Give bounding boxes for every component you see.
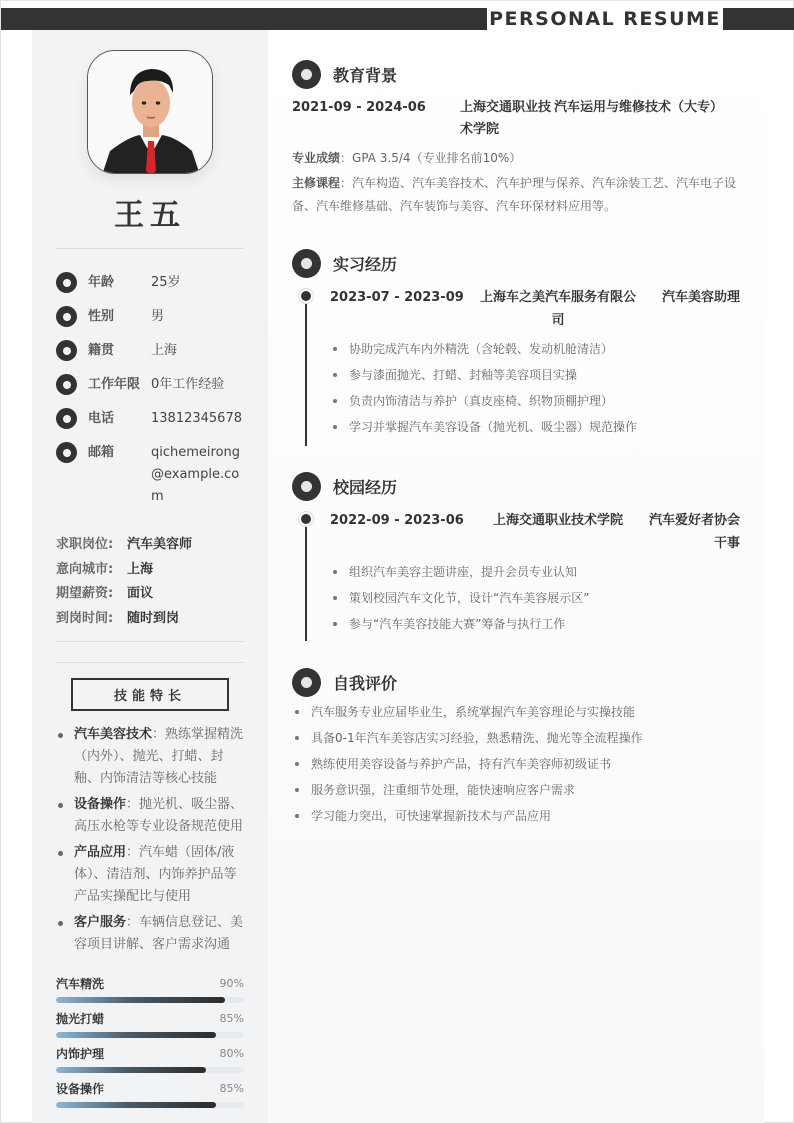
section-title: 自我评价 xyxy=(333,673,398,693)
divider xyxy=(56,248,244,249)
info-row-age xyxy=(56,272,246,294)
section-campus xyxy=(292,471,740,637)
progress-track xyxy=(56,997,244,1003)
skill-bars xyxy=(56,974,244,1114)
skills-title: 技能特长 xyxy=(71,678,229,711)
gpa-label: 专业成绩 xyxy=(292,151,341,165)
sidebar xyxy=(32,30,268,1123)
intent-label: 求职岗位: xyxy=(56,537,114,552)
section-ring-icon xyxy=(292,249,321,278)
education-major: 汽车运用与维修技术（大专） xyxy=(554,100,724,115)
bullet-item: 学习能力突出，可快速掌握新技术与产品应用 xyxy=(292,803,740,829)
skills-list xyxy=(56,724,246,960)
info-value: 0年工作经验 xyxy=(151,377,225,392)
intent-value: 面议 xyxy=(127,586,154,601)
skill-desc: ：熟练掌握精洗（内外）、抛光、打蜡、封釉、内饰清洁等核心技能 xyxy=(74,727,244,786)
info-label: 电话 xyxy=(88,411,115,426)
avatar-portrait-icon xyxy=(88,51,213,174)
bullet-item: 学习并掌握汽车美容设备（抛光机、吸尘器）规范操作 xyxy=(330,414,740,440)
campus-date: 2022-09 - 2023-06 xyxy=(330,513,464,528)
education-school: 上海交通职业技术学院 xyxy=(460,100,552,137)
progress-fill xyxy=(56,997,225,1003)
bullet-item: 熟练使用美容设备与养护产品，持有汽车美容师初级证书 xyxy=(292,751,740,777)
info-label: 工作年限 xyxy=(88,377,141,392)
timeline xyxy=(292,509,740,637)
intent-value: 汽车美容师 xyxy=(127,537,193,552)
skill-bar-percent: 85% xyxy=(219,1081,244,1095)
info-value: 男 xyxy=(151,309,165,324)
ring-bullet-icon xyxy=(56,306,77,327)
bullet-item: 服务意识强，注重细节处理，能快速响应客户需求 xyxy=(292,777,740,803)
job-intent xyxy=(56,533,246,631)
skill-item xyxy=(56,724,246,790)
bullet-item: 负责内饰清洁与养护（真皮座椅、织物顶棚护理） xyxy=(330,388,740,414)
gpa xyxy=(292,147,740,170)
section-ring-icon xyxy=(292,668,321,697)
bullet-item: 策划校园汽车文化节，设计“汽车美容展示区” xyxy=(330,585,740,611)
skill-bar-name: 内饰护理 xyxy=(56,1046,105,1061)
section-title: 教育背景 xyxy=(333,65,398,85)
info-row-gender xyxy=(56,306,246,328)
timeline-line xyxy=(305,296,307,446)
info-label: 邮箱 xyxy=(88,445,115,460)
info-label: 性别 xyxy=(88,309,115,324)
progress-track xyxy=(56,1102,244,1108)
education-entry xyxy=(292,97,740,141)
section-education xyxy=(292,59,740,218)
progress-fill xyxy=(56,1102,216,1108)
internship-role: 汽车美容助理 xyxy=(661,290,740,305)
section-ring-icon xyxy=(292,472,321,501)
internship-date: 2023-07 - 2023-09 xyxy=(330,290,464,305)
skill-bar xyxy=(56,974,244,1003)
ring-bullet-icon xyxy=(56,272,77,293)
skill-bar xyxy=(56,1079,244,1108)
info-row-email xyxy=(56,442,246,508)
info-value: 上海 xyxy=(151,343,178,358)
resume-title: PERSONAL RESUME xyxy=(489,8,721,30)
skill-item xyxy=(56,912,246,956)
intent-row xyxy=(56,607,246,632)
bullet-item: 参与“汽车美容技能大赛”筹备与执行工作 xyxy=(330,611,740,637)
timeline-line xyxy=(305,519,307,641)
bullet-item: 汽车服务专业应届毕业生，系统掌握汽车美容理论与实操技能 xyxy=(292,699,740,725)
bullet-item: 参与漆面抛光、打蜡、封釉等美容项目实操 xyxy=(330,362,740,388)
section-ring-icon xyxy=(292,60,321,89)
email-value[interactable]: qichemeirong@example.com xyxy=(151,445,241,504)
timeline-head xyxy=(330,286,740,332)
skill-desc: ：车辆信息登记、美容项目讲解、客户需求沟通 xyxy=(74,915,244,952)
avatar xyxy=(87,50,213,174)
intent-label: 意向城市: xyxy=(56,561,114,577)
internship-org: 上海车之美汽车服务有限公司 xyxy=(479,290,636,328)
main-content xyxy=(268,30,764,1123)
skill-bar-name: 汽车精洗 xyxy=(56,976,105,991)
skill-desc: ：汽车蜡（固体/液体）、清洁剂、内饰养护品等产品实操配比与使用 xyxy=(74,845,237,904)
intent-row xyxy=(56,558,246,583)
progress-fill xyxy=(56,1067,206,1073)
ring-bullet-icon xyxy=(56,442,77,463)
progress-track xyxy=(56,1067,244,1073)
divider xyxy=(56,641,244,642)
info-value: 25岁 xyxy=(151,275,181,290)
internship-bullets xyxy=(330,336,740,440)
gpa-value: ：GPA 3.5/4（专业排名前10%） xyxy=(340,151,522,165)
divider xyxy=(56,662,244,663)
bullet-item: 具备0-1年汽车美容店实习经验，熟悉精洗、抛光等全流程操作 xyxy=(292,725,740,751)
skill-bar-percent: 85% xyxy=(219,1011,244,1025)
bullet-item: 协助完成汽车内外精洗（含轮毂、发动机舱清洁） xyxy=(330,336,740,362)
skill-bar-name: 抛光打蜡 xyxy=(56,1011,105,1026)
ring-bullet-icon xyxy=(56,374,77,395)
campus-bullets xyxy=(330,559,740,637)
skill-item xyxy=(56,794,246,838)
intent-value: 上海 xyxy=(127,561,154,577)
skill-bar-name: 设备操作 xyxy=(56,1081,105,1096)
ring-bullet-icon xyxy=(56,340,77,361)
skill-title: 设备操作 xyxy=(74,797,127,812)
skill-bar-percent: 90% xyxy=(219,976,244,990)
info-label: 年龄 xyxy=(88,275,115,290)
section-title: 实习经历 xyxy=(333,254,398,274)
intent-row xyxy=(56,582,246,607)
intent-row xyxy=(56,533,246,558)
intent-label: 到岗时间: xyxy=(56,610,114,626)
progress-fill xyxy=(56,1032,216,1038)
skill-bar xyxy=(56,1009,244,1038)
header-title-box xyxy=(487,8,723,30)
section-self-evaluation xyxy=(292,667,740,829)
courses-value: ：汽车构造、汽车美容技术、汽车护理与保养、汽车涂装工艺、汽车电子设备、汽车维修基础、汽车装饰与美容、汽车环保材料应用等。 xyxy=(292,176,737,213)
skill-title: 客户服务 xyxy=(74,915,127,930)
timeline-dot-icon xyxy=(299,512,313,526)
ring-bullet-icon xyxy=(56,408,77,429)
info-row-phone xyxy=(56,408,246,430)
bullet-item: 组织汽车美容主题讲座，提升会员专业认知 xyxy=(330,559,740,585)
info-row-hometown xyxy=(56,340,246,362)
skill-bar-percent: 80% xyxy=(219,1046,244,1060)
courses xyxy=(292,172,740,218)
info-label: 籍贯 xyxy=(88,343,115,358)
personal-info-list xyxy=(56,272,246,520)
phone-value: 13812345678 xyxy=(151,411,242,426)
courses-label: 主修课程 xyxy=(292,176,341,190)
info-row-experience xyxy=(56,374,246,396)
skill-bar xyxy=(56,1044,244,1073)
campus-org: 上海交通职业技术学院 xyxy=(492,513,623,528)
timeline-head xyxy=(330,509,740,555)
intent-value: 随时到岗 xyxy=(127,610,180,626)
campus-role: 汽车爱好者协会干事 xyxy=(648,513,740,551)
education-date: 2021-09 - 2024-06 xyxy=(292,100,426,115)
person-name: 王五 xyxy=(114,198,186,233)
section-internship xyxy=(292,248,740,440)
progress-track xyxy=(56,1032,244,1038)
skill-item xyxy=(56,842,246,908)
skill-desc: ：抛光机、吸尘器、高压水枪等专业设备规范使用 xyxy=(74,797,244,834)
timeline xyxy=(292,286,740,440)
section-title: 校园经历 xyxy=(333,477,398,497)
intent-label: 期望薪资: xyxy=(56,586,114,601)
timeline-dot-icon xyxy=(299,289,313,303)
skill-title: 汽车美容技术 xyxy=(74,727,153,742)
skill-title: 产品应用 xyxy=(74,845,127,860)
self-eval-bullets xyxy=(292,699,740,829)
